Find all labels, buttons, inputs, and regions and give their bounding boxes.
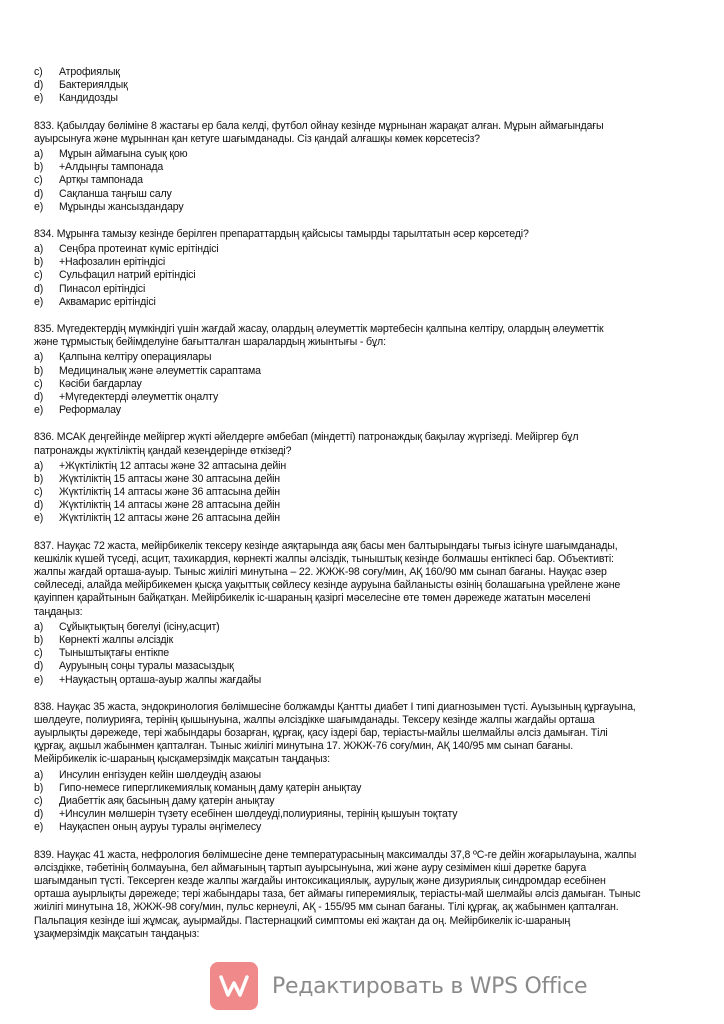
option-letter: c) (34, 647, 43, 660)
answer-option (34, 473, 704, 486)
question-stem (34, 701, 704, 767)
answer-option (34, 795, 704, 808)
question-text-line: құрғақ, ақшыл жабынмен қапталған. Тыныс жиілігі минутына 17. ЖЖЖ-76 соғу/мин, АҚ 140/95 мм сынап бағаны. (34, 740, 574, 753)
option-letter: a) (34, 768, 44, 781)
answer-option (34, 174, 704, 187)
option-letter: e) (34, 404, 44, 417)
option-text: Мұрынды жансыздандару (59, 200, 184, 213)
option-letter: c) (34, 269, 43, 282)
document-page (34, 66, 704, 943)
option-letter: d) (34, 660, 44, 673)
question-text-line: патронажды жүктіліктің қандай кезеңдерінде өткізеді? (34, 444, 292, 457)
answer-option (34, 821, 704, 834)
answer-option (34, 66, 704, 79)
option-letter: e) (34, 200, 44, 213)
option-text: Науқаспен оның ауруы туралы әңгімелесу (59, 821, 262, 834)
option-letter: b) (34, 781, 44, 794)
question-stem (34, 849, 704, 941)
answer-option (34, 161, 704, 174)
answer-option (34, 92, 704, 105)
question-text-line: кешкілік күшей түседі, асцит, тахикардия, көрнекті жалпы әлсіздік, тыныштық кезінде болмашы ентікпесі бар. Объективті: (34, 552, 614, 565)
answer-option (34, 647, 704, 660)
question-block (34, 849, 704, 941)
edit-in-wps-label: Редактировать в WPS Office (272, 973, 588, 999)
answer-option (34, 660, 704, 673)
answer-option (34, 499, 704, 512)
option-text: Көрнекті жалпы әлсіздік (59, 633, 174, 646)
question-text-line: жиілігі минутына 18, ЖЖЖ-98 соғу/мин, пульс кернеулі, АҚ - 155/95 мм сынап бағаны. Тілі құрғақ, ақ жабынмен қапталған. (34, 901, 619, 914)
answer-option (34, 512, 704, 525)
option-text: +Алдыңғы тампонада (59, 161, 164, 174)
option-letter: c) (34, 174, 43, 187)
option-text: Жүктіліктің 12 аптасы және 26 аптасына дейін (59, 512, 280, 525)
question-block (34, 228, 704, 309)
question-text-line: жалпы жағдай орташа-ауыр. Тыныс жиілігі минутына – 22. ЖЖЖ-98 соғу/мин, АҚ 160/90 мм сынап бағаны. Науқас әзер (34, 566, 607, 578)
answer-option (34, 486, 704, 499)
option-text: Атрофиялық (59, 66, 120, 78)
question-block (34, 540, 704, 687)
option-text: Кәсіби бағдарлау (59, 377, 142, 390)
option-letter: a) (34, 459, 44, 472)
wps-logo-icon (210, 962, 258, 1010)
answer-option (34, 351, 704, 364)
option-text: Медициналық және әлеуметтік сараптама (59, 364, 261, 377)
option-letter: e) (34, 821, 44, 834)
option-letter: c) (34, 66, 43, 78)
answer-option (34, 621, 704, 634)
answer-option (34, 148, 704, 161)
question-stem (34, 431, 704, 457)
edit-in-wps-office-button[interactable] (210, 962, 587, 1010)
answer-option (34, 769, 704, 782)
option-letter: a) (34, 147, 44, 160)
question-text-line: ауырсынуға және мұрыннан қан кетуге шағымданады. Сіз қандай алғашқы көмек көрсетесіз? (34, 132, 480, 145)
option-text: Қалпына келтіру операциялары (59, 351, 212, 364)
question-text-line: 833. Қабылдау бөліміне 8 жастағы ер бала келді, футбол ойнау кезінде мұрнынан жарақат алған. Мұрын аймағындағы (34, 119, 604, 132)
option-letter: a) (34, 351, 44, 364)
option-text: Сеңбра протеинат күміс ерітіндісі (59, 243, 219, 256)
question-stem (34, 323, 704, 349)
option-text: Жүктіліктің 14 аптасы және 28 аптасына дейін (59, 499, 280, 512)
option-text: Аквамарис ерітіндісі (59, 295, 156, 308)
option-letter: b) (34, 364, 44, 377)
answer-option (34, 269, 704, 282)
question-text-line: шағымданып түсті. Тексерген кезде жалпы жағдайы интоксикациялық, аурулық және дизуриялық синдромдар есебінен (34, 874, 606, 887)
answer-option (34, 378, 704, 391)
option-text: Гипо-немесе гипергликемиялық команың даму қатерін анықтау (59, 781, 362, 794)
option-letter: a) (34, 620, 44, 633)
question-text-line: 835. Мүгедектердің мүмкіндігі үшін жағдай жасау, олардың әлеуметтік мәртебесін қалпына келтіру, олардың әлеуметтік (34, 323, 604, 335)
previous-question-options (34, 66, 704, 106)
option-text: Тыныштықтағы ентікпе (59, 647, 169, 660)
option-text: +Мүгедектерді әлеуметтік оңалту (59, 390, 219, 403)
option-text: Реформалау (59, 404, 121, 417)
question-text-line: 834. Мұрынға тамызу кезінде берілген препараттардың қайсысы тамырды тарылтатын әсер көрсетеді? (34, 227, 529, 240)
answer-option (34, 201, 704, 214)
answer-option (34, 296, 704, 309)
answer-option (34, 782, 704, 795)
question-text-line: әлсіздікке, тәбетінің болмауына, бел аймағының тартып ауырсынуына, жиі және ауру сезімімен кіші дәретке баруға (34, 861, 587, 874)
answer-option (34, 391, 704, 404)
question-text-line: сөйлеседі, алайда мейірбикемен қысқа уақыттық сөйлесу кезінде ауруына байланысты өзінің болашағына үрейлене және (34, 579, 621, 592)
option-letter: e) (34, 92, 44, 105)
option-text: Жүктіліктің 14 аптасы және 36 аптасына дейін (59, 486, 280, 499)
question-text-line: ауырлықты дәрежеде, тері жабындары бозарған, құрғақ, қасу іздері бар, теріасты-майлы шелмайлы әлсіз дамыған. Тілі (34, 727, 608, 740)
option-text: Артқы тампонада (59, 174, 143, 187)
option-text: +Науқастың орташа-ауыр жалпы жағдайы (59, 673, 262, 686)
answer-option (34, 256, 704, 269)
option-letter: b) (34, 472, 44, 485)
option-letter: e) (34, 295, 44, 308)
option-letter: e) (34, 512, 44, 525)
question-text-line: Мейірбикелік іс-шараның қысқамерзімдік мақсатын таңдаңыз: (34, 753, 330, 766)
answer-option (34, 79, 704, 92)
question-text-line: 838. Науқас 35 жаста, эндокринология бөлімшесіне болжамды Қантты диабет I типі диагнозымен түсті. Ауызының құрғауына, (34, 700, 636, 713)
answer-option (34, 808, 704, 821)
option-letter: d) (34, 808, 44, 821)
question-list (34, 120, 704, 941)
option-text: +Жүктіліктің 12 аптасы және 32 аптасына дейін (59, 459, 287, 472)
option-letter: c) (34, 486, 43, 499)
question-block (34, 431, 704, 525)
answer-option (34, 460, 704, 473)
question-text-line: қауіппен қарайтынын байқатқан. Мейірбикелік іс-шараның қазіргі мәселесіне өте төмен дәрежеде жататын мәселені (34, 592, 591, 605)
option-letter: b) (34, 161, 44, 174)
question-stem (34, 228, 704, 241)
answer-option (34, 243, 704, 256)
option-letter: c) (34, 377, 43, 390)
option-text: Инсулин енгізуден кейін шөлдеудің азаюы (59, 768, 261, 781)
answer-option (34, 674, 704, 687)
question-block (34, 120, 704, 214)
option-letter: b) (34, 256, 44, 269)
option-letter: e) (34, 673, 44, 686)
option-text: Ауруының соңы туралы мазасыздық (59, 660, 234, 673)
question-block (34, 323, 704, 417)
answer-option (34, 404, 704, 417)
answer-option (34, 283, 704, 296)
answer-option (34, 365, 704, 378)
option-text: Бактериялдық (59, 79, 128, 92)
question-text-line: және тұрмыстық бейімделуіне бағытталған шаралардың жиынтығы - бұл: (34, 336, 386, 349)
question-text-line: 836. МСАК деңгейінде мейіргер жүкті әйелдерге әмбебап (міндетті) патронаждық бақылау жүргізеді. Мейіргер бұл (34, 431, 579, 444)
question-text-line: ұзақмерзімдік мақсатын таңдаңыз: (34, 927, 200, 940)
option-letter: a) (34, 243, 44, 256)
answer-option (34, 634, 704, 647)
option-letter: d) (34, 499, 44, 512)
option-letter: c) (34, 795, 43, 807)
option-text: Кандидозды (59, 92, 118, 105)
option-text: Мұрын аймағына суық қою (59, 147, 188, 160)
option-letter: d) (34, 282, 44, 295)
question-text-line: 837. Науқас 72 жаста, мейірбикелік тексеру кезінде аяқтарында аяқ басы мен балтырындағы тығыз ісінуге шағымданады, (34, 539, 618, 552)
question-stem (34, 120, 704, 146)
question-stem (34, 540, 704, 619)
option-text: Сақланша таңғыш салу (59, 187, 172, 200)
option-letter: d) (34, 390, 44, 403)
answer-option (34, 188, 704, 201)
question-text-line: таңдаңыз: (34, 605, 83, 618)
question-text-line: шөлдеуге, полиурияға, терінің қышынуына, жалпы әлсіздікке шағымданады. Тексеру кезінде жалпы жағдайы орташа (34, 713, 595, 726)
question-text-line: Пальпация кезінде іші жұмсақ, ауырмайды. Пастернацкий симптомы екі жақтан да оң. Мейірбикелік іс-шараның (34, 914, 571, 927)
question-block (34, 701, 704, 835)
option-letter: d) (34, 187, 44, 200)
option-text: Жүктіліктің 15 аптасы және 30 аптасына дейін (59, 472, 280, 485)
question-text-line: орташа ауырлықты дәрежеде; тері жабындары таза, бет аймағы гиперемиялық, теріасты-май шелмайы әлсіз дамыған. Тыныс (34, 888, 641, 901)
option-letter: d) (34, 79, 44, 92)
option-text: +Нафозалин ерітіндісі (59, 256, 166, 269)
option-text: +Инсулин мөлшерін түзету есебінен шөлдеуді,полиурияны, терінің қышуын тоқтату (59, 808, 458, 821)
option-letter: b) (34, 633, 44, 646)
option-text: Диабеттік аяқ басының даму қатерін анықтау (59, 795, 275, 807)
question-text-line: 839. Науқас 41 жаста, нефрология бөлімшесіне дене температурасының максималды 37,8 ºС-ге дейін жоғарылауына, жалпы (34, 848, 637, 861)
option-text: Сұйықтықтың бөгелуі (ісіну,асцит) (59, 620, 220, 633)
option-text: Сульфацил натрий ерітіндісі (59, 269, 196, 282)
option-text: Пинасол ерітіндісі (59, 282, 146, 295)
